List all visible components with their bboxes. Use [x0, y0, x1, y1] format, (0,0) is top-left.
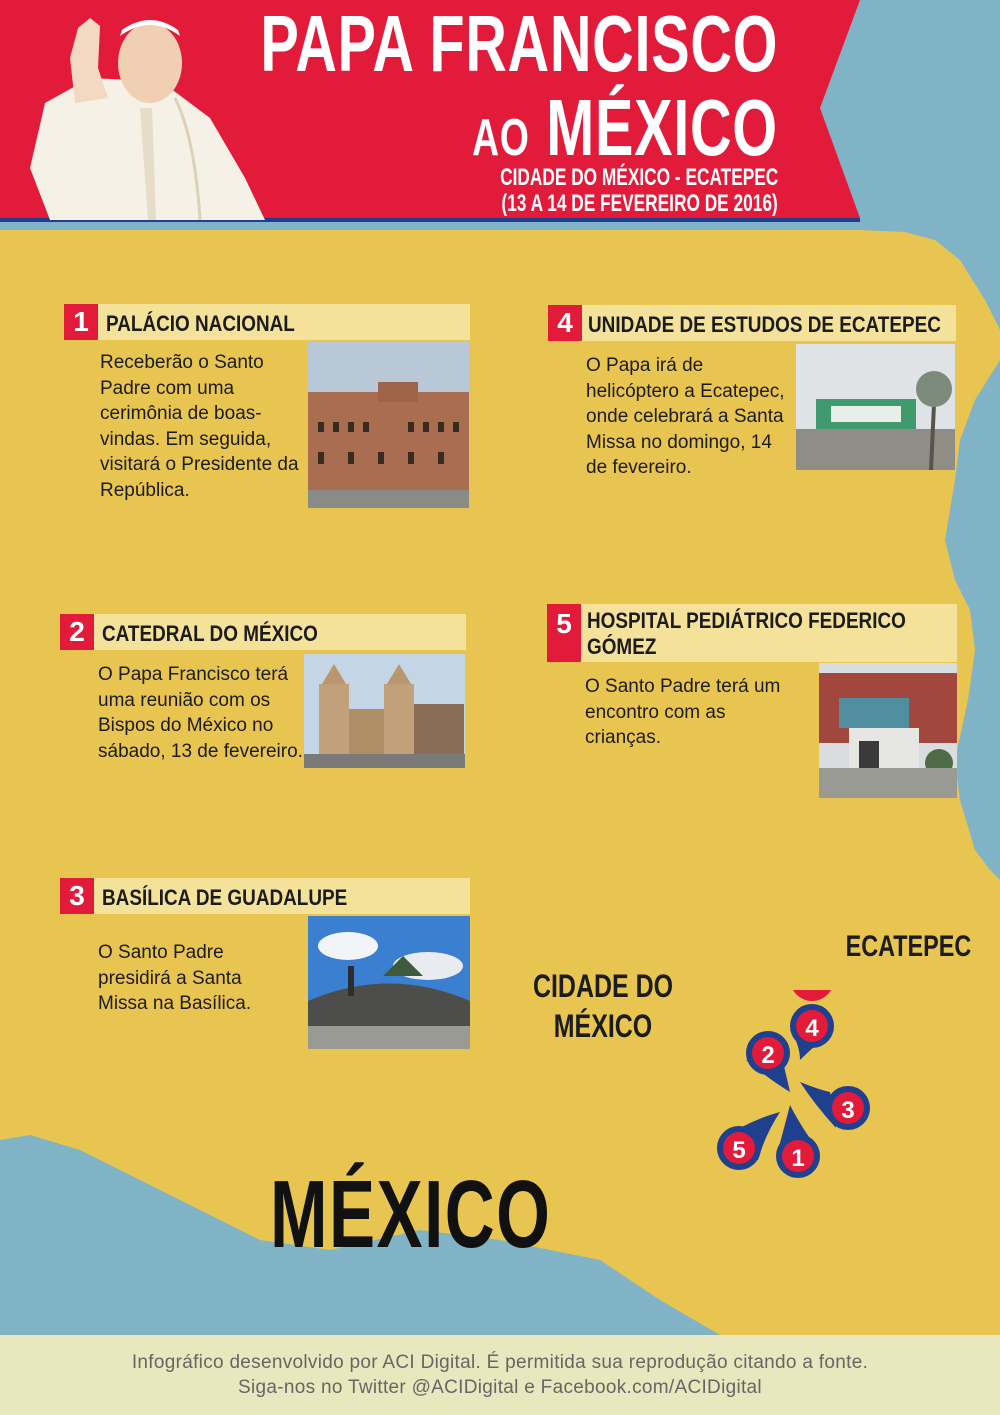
ecatepec-label: ECATEPEC	[845, 930, 972, 963]
location-name: CATEDRAL DO MÉXICO	[102, 621, 318, 646]
city-label	[529, 966, 677, 1046]
location-number: 5	[547, 604, 581, 662]
location-number: 4	[548, 305, 582, 341]
location-number: 1	[64, 304, 98, 340]
country-label: MÉXICO	[270, 1161, 552, 1268]
pin-5-label: 5	[732, 1137, 746, 1164]
location-description: O Santo Padre terá um encontro com as crianças.	[585, 676, 781, 748]
ecatepec-unit-photo	[796, 344, 955, 470]
pin-5	[717, 1112, 780, 1170]
city-label-line1: CIDADE DO	[532, 968, 674, 1004]
location-name: UNIDADE DE ESTUDOS DE ECATEPEC	[588, 312, 941, 337]
pin-3	[800, 1082, 870, 1130]
location-description: O Papa irá de helicóptero a Ecatepec, onde celebrará a Santa Missa no domingo, 14 de fevereiro.	[586, 355, 785, 478]
location-number: 3	[60, 878, 94, 914]
catedral-photo	[304, 654, 465, 768]
hospital-photo	[819, 663, 957, 798]
title-country: MÉXICO	[546, 83, 778, 172]
pin-3-label: 3	[841, 1097, 855, 1124]
page-title-line1: PAPA FRANCISCO	[260, 0, 778, 88]
subtitle-cities: CIDADE DO MÉXICO - ECATEPEC	[499, 164, 778, 191]
location-description: O Santo Padre presidirá a Santa Missa na Basílica.	[98, 942, 252, 1014]
pin-2	[746, 1031, 790, 1092]
palacio-nacional-photo	[308, 342, 469, 508]
location-description: Receberão o Santo Padre com uma cerimônia de boas-vindas. Em seguida, visitará o Presidente da República.	[100, 352, 299, 501]
title-prefix: AO	[472, 109, 530, 167]
pin-4-label: 4	[805, 1015, 819, 1042]
pin-2-label: 2	[761, 1042, 775, 1069]
pin-1	[776, 1105, 820, 1178]
pin-1-label: 1	[791, 1145, 805, 1172]
location-name-line2: GÓMEZ	[587, 634, 657, 659]
location-name: BASÍLICA DE GUADALUPE	[102, 885, 348, 910]
pin-4	[790, 990, 834, 1060]
footer-social: Siga-nos no Twitter @ACIDigital e Facebook.com/ACIDigital	[238, 1377, 762, 1398]
location-description: O Papa Francisco terá uma reunião com os Bispos do México no sábado, 13 de fevereiro.	[98, 664, 303, 762]
location-name: PALÁCIO NACIONAL	[106, 311, 295, 336]
subtitle-dates: (13 A 14 DE FEVEREIRO DE 2016)	[501, 190, 778, 217]
location-name-line1: HOSPITAL PEDIÁTRICO FEDERICO	[587, 608, 906, 633]
location-pins	[700, 990, 900, 1190]
city-label-line2: MÉXICO	[553, 1008, 653, 1044]
pope-francis-image	[20, 8, 270, 220]
footer	[0, 1335, 1000, 1415]
location-number: 2	[60, 614, 94, 650]
footer-credit: Infográfico desenvolvido por ACI Digital. É permitida sua reprodução citando a fonte.	[131, 1352, 869, 1373]
basilica-photo	[308, 916, 470, 1049]
location-name	[587, 608, 906, 660]
